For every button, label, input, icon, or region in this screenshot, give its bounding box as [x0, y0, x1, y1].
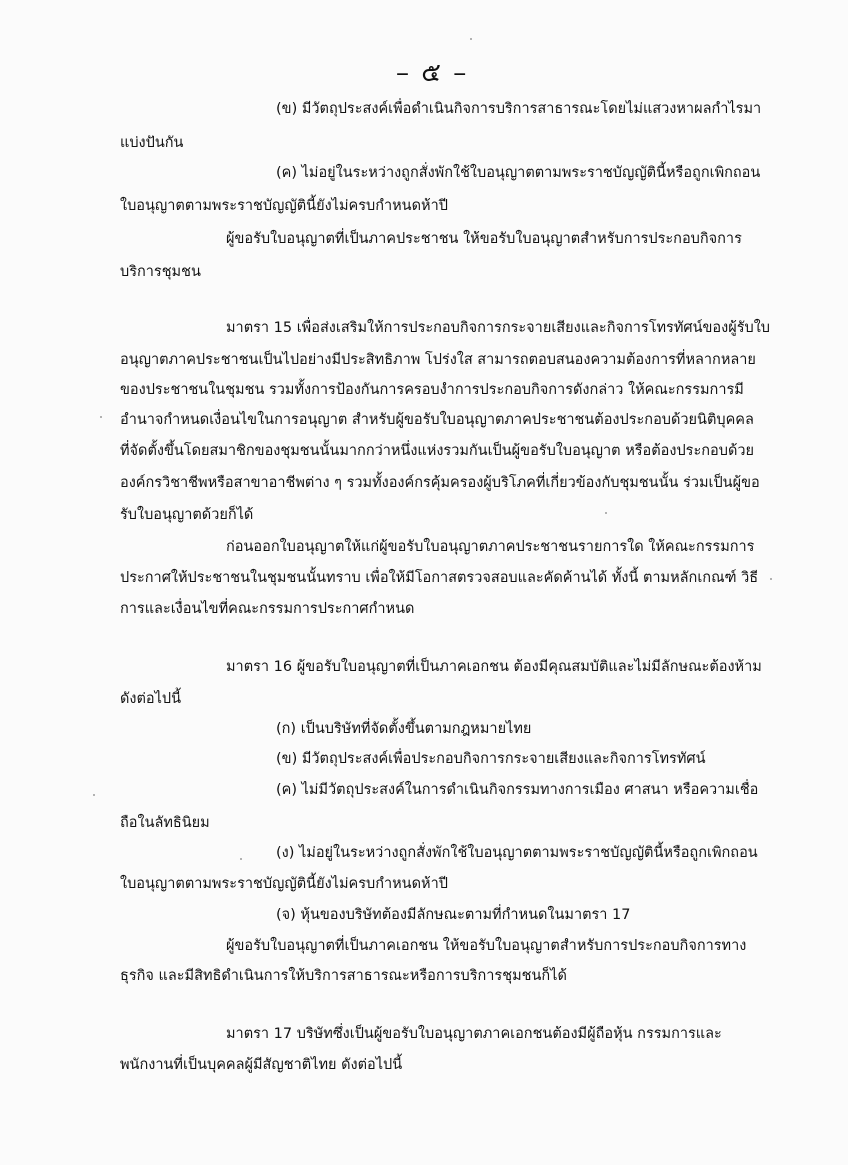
text-line: ถือในลัทธินิยม: [120, 815, 210, 831]
scan-speck: [605, 512, 607, 514]
scan-speck: [470, 38, 472, 40]
section-heading-line: มาตรา 17 บริษัทซึ่งเป็นผู้ขอรับใบอนุญาตภาคเอกชนต้องมีผู้ถือหุ้น กรรมการและ: [226, 1026, 722, 1042]
scan-speck: [93, 794, 95, 796]
text-line: (ค) ไม่อยู่ในระหว่างถูกสั่งพักใช้ใบอนุญาตตามพระราชบัญญัตินี้หรือถูกเพิกถอน: [276, 165, 761, 181]
text-line: แบ่งปันกัน: [120, 135, 184, 151]
text-line: ดังต่อไปนี้: [120, 691, 182, 707]
text-line: ผู้ขอรับใบอนุญาตที่เป็นภาคเอกชน ให้ขอรับใบอนุญาตสำหรับการประกอบกิจการทาง: [226, 938, 747, 954]
list-item: (ข) มีวัตถุประสงค์เพื่อประกอบกิจการกระจายเสียงและกิจการโทรทัศน์: [276, 751, 706, 767]
text-line: ประกาศให้ประชาชนในชุมชนนั้นทราบ เพื่อให้มีโอกาสตรวจสอบและคัดค้านได้ ทั้งนี้ ตามหลักเกณฑ์ วิธี: [120, 570, 759, 586]
section-heading-line: มาตรา 15 เพื่อส่งเสริมให้การประกอบกิจการกระจายเสียงและกิจการโทรทัศน์ของผู้รับใบ: [226, 320, 770, 336]
text-line: ของประชาชนในชุมชน รวมทั้งการป้องกันการครอบงำการประกอบกิจการดังกล่าว ให้คณะกรรมการมี: [120, 382, 744, 398]
section-heading-line: มาตรา 16 ผู้ขอรับใบอนุญาตที่เป็นภาคเอกชน ต้องมีคุณสมบัติและไม่มีลักษณะต้องห้าม: [226, 659, 762, 675]
text-line: องค์กรวิชาชีพหรือสาขาอาชีพต่าง ๆ รวมทั้งองค์กรคุ้มครองผู้บริโภคที่เกี่ยวข้องกับชุมชนนั้น ร่วมเป็นผู้ขอ: [120, 475, 760, 491]
text-line: การและเงื่อนไขที่คณะกรรมการประกาศกำหนด: [120, 601, 415, 617]
page-number: – ๕ –: [396, 58, 469, 88]
text-line: บริการชุมชน: [120, 264, 201, 280]
text-line: ใบอนุญาตตามพระราชบัญญัตินี้ยังไม่ครบกำหนดห้าปี: [120, 198, 448, 214]
list-item: (ค) ไม่มีวัตถุประสงค์ในการดำเนินกิจกรรมทางการเมือง ศาสนา หรือความเชื่อ: [276, 782, 759, 798]
list-item: (ง) ไม่อยู่ในระหว่างถูกสั่งพักใช้ใบอนุญาตตามพระราชบัญญัตินี้หรือถูกเพิกถอน: [276, 845, 758, 861]
text-line: ก่อนออกใบอนุญาตให้แก่ผู้ขอรับใบอนุญาตภาคประชาชนรายการใด ให้คณะกรรมการ: [226, 539, 755, 555]
text-line: รับใบอนุญาตด้วยก็ได้: [120, 507, 254, 523]
text-line: ที่จัดตั้งขึ้นโดยสมาชิกของชุมชนนั้นมากกว่าหนึ่งแห่งรวมกันเป็นผู้ขอรับใบอนุญาต หรือต้องประกอบด้วย: [120, 443, 754, 459]
text-line: ใบอนุญาตตามพระราชบัญญัตินี้ยังไม่ครบกำหนดห้าปี: [120, 876, 448, 892]
text-line: ธุรกิจ และมีสิทธิดำเนินการให้บริการสาธารณะหรือการบริการชุมชนก็ได้: [120, 968, 567, 984]
scan-speck: [240, 858, 242, 860]
list-item: (จ) หุ้นของบริษัทต้องมีลักษณะตามที่กำหนดในมาตรา 17: [276, 907, 631, 923]
list-item: (ก) เป็นบริษัทที่จัดตั้งขึ้นตามกฎหมายไทย: [276, 721, 532, 737]
text-line: อำนาจกำหนดเงื่อนไขในการอนุญาต สำหรับผู้ขอรับใบอนุญาตภาคประชาชนต้องประกอบด้วยนิติบุคคล: [120, 412, 754, 428]
text-line: อนุญาตภาคประชาชนเป็นไปอย่างมีประสิทธิภาพ โปร่งใส สามารถตอบสนองความต้องการที่หลากหลาย: [120, 352, 756, 368]
scan-speck: [770, 578, 772, 580]
text-line: ผู้ขอรับใบอนุญาตที่เป็นภาคประชาชน ให้ขอรับใบอนุญาตสำหรับการประกอบกิจการ: [226, 231, 742, 247]
text-line: (ข) มีวัตถุประสงค์เพื่อดำเนินกิจการบริการสาธารณะโดยไม่แสวงหาผลกำไรมา: [276, 101, 762, 117]
text-line: พนักงานที่เป็นบุคคลผู้มีสัญชาติไทย ดังต่อไปนี้: [120, 1057, 403, 1073]
scan-speck: [100, 416, 102, 418]
